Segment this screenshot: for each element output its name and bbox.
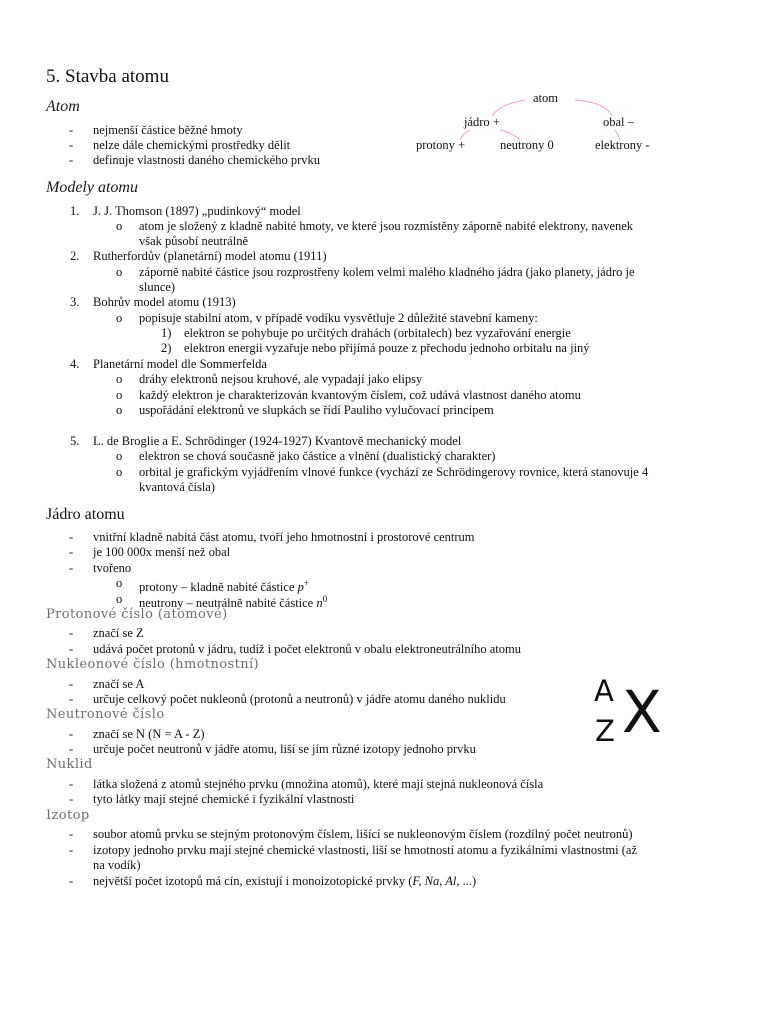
model-item: L. de Broglie a E. Schrödinger (1924-1927) Kvantově mechanický model (93, 434, 462, 448)
bullet-dash: - (69, 123, 74, 137)
proton-number-bullet: značí se Z (93, 626, 144, 640)
circle-bullet: o (116, 372, 123, 386)
circle-bullet: o (116, 465, 123, 479)
neutron-number-bullet: značí se N (N = A - Z) (93, 727, 205, 741)
nucleus-bullet: tvořeno (93, 561, 132, 575)
model-subitem: každý elektron je charakterizován kvantovým číslem, což udává vlastnost daného atomu (139, 388, 581, 402)
model-item: Bohrův model atomu (1913) (93, 295, 236, 309)
list-number: 3. (70, 295, 80, 309)
model-subitem: slunce) (139, 280, 176, 294)
nucleon-number-bullet: značí se A (93, 677, 145, 691)
models-heading: Modely atomu (46, 179, 138, 196)
bullet-dash: - (69, 727, 74, 741)
proton-symbol: p (297, 580, 304, 595)
proton-number-bullet: udává počet protonů v jádru, tudíž i počet elektronů v obalu elektroneutrálního atomu (93, 642, 521, 656)
circle-bullet: o (116, 219, 123, 233)
diagram-neutrons: neutrony 0 (500, 138, 554, 152)
circle-bullet: o (116, 576, 123, 590)
bullet-dash: - (69, 138, 74, 152)
diagram-nucleus: jádro + (464, 115, 500, 129)
protons-text: protony – kladně nabité částice (139, 580, 295, 595)
circle-bullet: o (116, 311, 123, 325)
nucleon-number-bullet: určuje celkový počet nukleonů (protonů a neutronů) v jádře atomu daného nuklidu (93, 692, 506, 706)
bullet-dash: - (69, 626, 74, 640)
isotope-bullet: izotopy jednoho prvku mají stejné chemické vlastnosti, liší se hmotností atomu a fyzikálními vlastnostmi (až (93, 843, 638, 857)
bullet-dash: - (69, 843, 74, 857)
bullet-dash: - (69, 153, 74, 167)
model-subsubitem: elektron energii vyzařuje nebo přijímá pouze z přechodu jednoho orbitalu na jiný (184, 341, 590, 355)
nucleus-bullet: je 100 000x menší než obal (93, 545, 231, 559)
bullet-dash: - (69, 874, 74, 888)
neutron-charge: 0 (322, 594, 328, 604)
bullet-dash: - (69, 742, 74, 756)
circle-bullet: o (116, 592, 123, 606)
atom-bullet: definuje vlastnosti daného chemického prvku (93, 153, 321, 167)
list-number: 1. (70, 204, 80, 218)
bullet-dash: - (69, 642, 74, 656)
circle-bullet: o (116, 388, 123, 402)
model-item: Planetární model dle Sommerfelda (93, 357, 267, 371)
list-number: 5. (70, 434, 80, 448)
bullet-dash: - (69, 792, 74, 806)
model-subitem: kvantová čísla) (139, 480, 216, 494)
circle-bullet: o (116, 265, 123, 279)
neutron-number-heading: Neutronové číslo (46, 707, 165, 722)
diagram-electrons: elektrony - (595, 138, 650, 152)
mass-number-symbol: A (594, 674, 614, 708)
bullet-dash: - (69, 561, 74, 575)
diagram-protons: protony + (416, 138, 466, 152)
bullet-dash: - (69, 777, 74, 791)
model-subitem: elektron se chová současně jako částice a vlnění (dualistický charakter) (139, 449, 496, 463)
neutron-number-bullet: určuje počet neutronů v jádře atomu, liší se jím různé izotopy jednoho prvku (93, 742, 476, 756)
model-subitem: dráhy elektronů nejsou kruhové, ale vypadají jako elipsy (139, 372, 423, 386)
model-subitem: uspořádání elektronů ve slupkách se řídí Pauliho vylučovací principem (139, 403, 494, 417)
isotope-last-suffix: , ...) (456, 874, 477, 888)
nuclide-heading: Nuklid (46, 757, 93, 772)
nuclide-bullet: tyto látky mají stejné chemické i fyzikální vlastnosti (93, 792, 355, 806)
model-item: J. J. Thomson (1897) „pudinkový“ model (93, 204, 301, 218)
neutrons-text: neutrony – neutrálně nabité částice (139, 596, 314, 611)
isotope-elements: F, Na, Al (412, 874, 457, 888)
atom-heading: Atom (46, 98, 80, 115)
bullet-dash: - (69, 677, 74, 691)
bullet-dash: - (69, 530, 74, 544)
model-subitem: však působí neutrálně (139, 234, 249, 248)
proton-charge: + (303, 578, 309, 588)
neutron-symbol: n (316, 596, 323, 611)
list-number: 2. (70, 249, 80, 263)
connector-atom-shell (575, 100, 612, 116)
list-number: 1) (161, 326, 172, 340)
bullet-dash: - (69, 692, 74, 706)
nucleus-bullet: vnitřní kladně nabitá část atomu, tvoří jeho hmotnostní i prostorové centrum (93, 530, 475, 544)
bullet-dash: - (69, 827, 74, 841)
circle-bullet: o (116, 403, 123, 417)
model-subitem: orbital je grafickým vyjádřením vlnové funkce (vychází ze Schrödingerovy rovnice, která stanovuje 4 (139, 465, 649, 479)
list-number: 4. (70, 357, 80, 371)
circle-bullet: o (116, 449, 123, 463)
nucleon-number-heading: Nukleonové číslo (hmotnostní) (46, 657, 260, 672)
model-subitem: záporně nabité částice jsou rozprostřeny kolem velmi malého kladného jádra (jako planety, jádro je (139, 265, 635, 279)
proton-number-symbol: Z (595, 714, 615, 748)
isotope-bullet: na vodík) (93, 858, 141, 872)
page-title: 5. Stavba atomu (46, 66, 169, 87)
diagram-atom: atom (533, 91, 558, 105)
list-number: 2) (161, 341, 172, 355)
isotope-bullet: soubor atomů prvku se stejným protonovým číslem, lišící se nukleonovým číslem (rozdílný počet neutronů) (93, 827, 633, 841)
proton-number-heading: Protonové číslo (atomové) (46, 607, 228, 622)
atom-bullet: nelze dále chemickými prostředky dělit (93, 138, 291, 152)
atom-bullet: nejmenší částice běžné hmoty (93, 123, 243, 137)
isotope-heading: Izotop (46, 808, 90, 823)
model-item: Rutherfordův (planetární) model atomu (1911) (93, 249, 327, 263)
nucleus-heading: Jádro atomu (46, 506, 125, 523)
connector-atom-nucleus (492, 100, 525, 116)
bullet-dash: - (69, 545, 74, 559)
element-symbol: X (622, 678, 662, 746)
isotope-bullet (93, 874, 476, 889)
nuclide-bullet: látka složená z atomů stejného prvku (množina atomů), které mají stejná nukleonová čísla (93, 777, 544, 791)
model-subitem: popisuje stabilní atom, v případě vodíku vysvětluje 2 důležité stavební kameny: (139, 311, 538, 325)
model-subitem: atom je složený z kladně nabité hmoty, ve které jsou rozmístěny záporně nabité elektrony, navenek (139, 219, 634, 233)
model-subsubitem: elektron se pohybuje po určitých drahách (orbitalech) bez vyzařování energie (184, 326, 571, 340)
diagram-shell: obal – (603, 115, 634, 129)
isotope-last-prefix: největší počet izotopů má cín, existují i monoizotopické prvky ( (93, 874, 413, 888)
